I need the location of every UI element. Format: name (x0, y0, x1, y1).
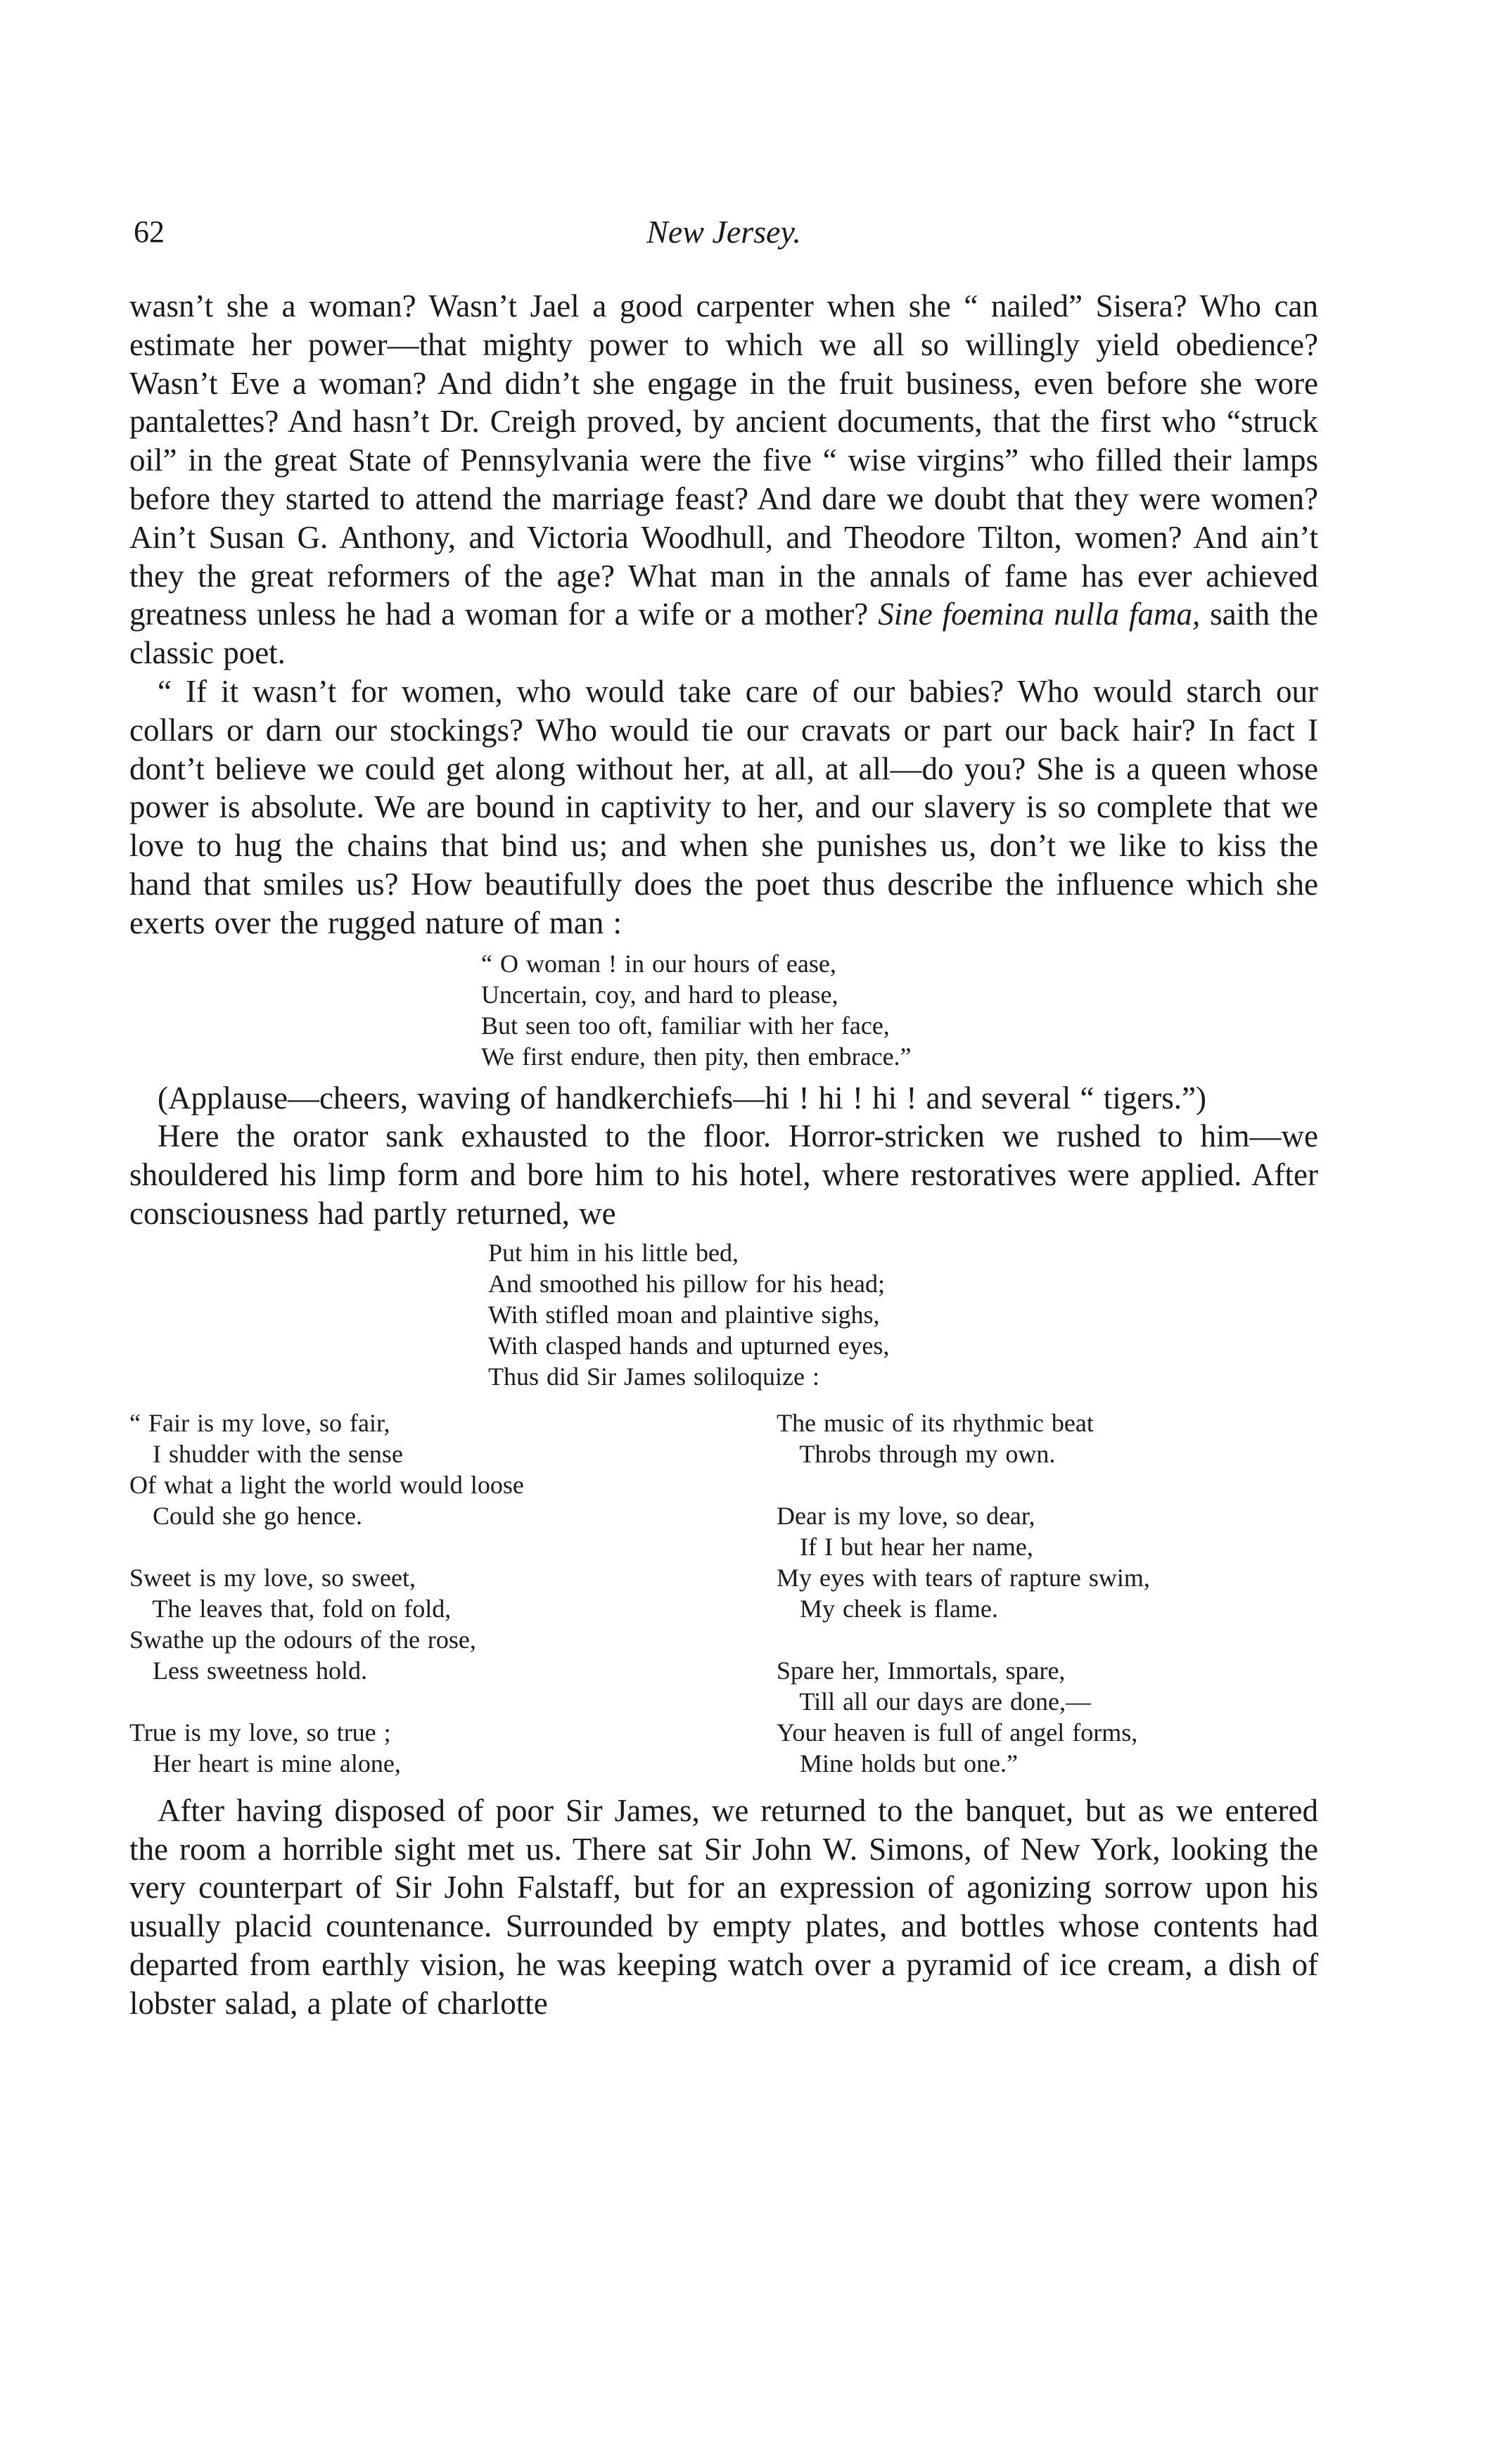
latin-quote: Sine foemina nulla fama, (878, 596, 1201, 632)
final-paragraph-wrap (129, 1792, 1318, 2023)
poem-line: Throbs through my own. (777, 1439, 1056, 1468)
poem-line: My cheek is flame. (777, 1594, 998, 1623)
verse-line: Uncertain, coy, and hard to please, (481, 980, 838, 1009)
verse-line: We first endure, then pity, then embrace.” (481, 1042, 912, 1071)
verse-line: “ O woman ! in our hours of ease, (481, 949, 836, 978)
poem-line: The leaves that, fold on fold, (129, 1594, 452, 1623)
stanza (129, 1562, 734, 1686)
poem-line: Her heart is mine alone, (129, 1749, 401, 1777)
verse-quote (129, 1237, 1318, 1392)
running-title: New Jersey. (646, 214, 801, 250)
poem-line: Swathe up the odours of the rose, (129, 1625, 476, 1654)
poem-line: True is my love, so true ; (129, 1718, 391, 1747)
paragraph-text: wasn’t she a woman? Wasn’t Jael a good carpenter when she “ nailed” Sisera? Who can estimate her power—that mighty power to which we all so willingly yield obedience? Wasn’t Eve a woman? And didn’t she engage in the fruit business, even before she wore pantalettes? And hasn’t Dr. Creigh proved, by ancient documents, that the first who “struck oil” in the great State of Pennsylvania were the five “ wise virgins” who filled their lamps before they started to attend the marriage feast? And dare we doubt that they were women? Ain’t Susan G. Anthony, and Victoria Woodhull, and Theodore Tilton, women? And ain’t they the great reformers of the age? What man in the annals of fame has ever achieved greatness unless he had a woman for a wife or a mother? (129, 288, 1318, 632)
stanza (777, 1655, 1311, 1779)
verse-line: With stifled moan and plaintive sighs, (488, 1300, 880, 1329)
poem-line: Less sweetness hold. (129, 1656, 367, 1685)
paragraph: After having disposed of poor Sir James, we returned to the banquet, but as we entered the room a horrible sight met us. There sat Sir John W. Simons, of New York, looking the very counterpart of Sir John Falstaff, but for an expression of agonizing sorrow upon his usually placid countenance. Surrounded by empty plates, and bottles whose contents had departed from earthly vision, he was keeping watch over a pyramid of ice cream, a dish of lobster salad, a plate of charlotte (129, 1792, 1318, 2021)
verse-quote (129, 948, 1318, 1072)
stanza (777, 1407, 1311, 1469)
book-page (129, 211, 1318, 2023)
poem-line: My eyes with tears of rapture swim, (777, 1563, 1150, 1592)
poem-line: Dear is my love, so dear, (777, 1501, 1035, 1530)
poem-column-right (777, 1407, 1318, 1779)
page-number: 62 (134, 215, 165, 249)
paragraph: “ If it wasn’t for women, who would take care of our babies? Who would starch our collars or darn our stockings? Who would tie our cravats or part our back hair? In fact I dont’t believe we could get along without her, at all, at all—do you? She is a queen whose power is absolute. We are bound in captivity to her, and our slavery is so complete that we love to hug the chains that bind us; and when she punishes us, don’t we like to kiss the hand that smiles us? How beautifully does the poet thus describe the influence which she exerts over the rugged nature of man : (129, 673, 1318, 940)
poem-line: I shudder with the sense (129, 1439, 403, 1468)
verse-line: But seen too oft, familiar with her face, (481, 1011, 890, 1040)
paragraph: (Applause—cheers, waving of handkerchiefs—hi ! hi ! hi ! and several “ tigers.”) (158, 1080, 1206, 1116)
body-text (129, 287, 1318, 2023)
poem-line: Spare her, Immortals, spare, (777, 1656, 1066, 1685)
verse-line: Thus did Sir James soliloquize : (488, 1362, 819, 1391)
poem-line: “ Fair is my love, so fair, (129, 1408, 390, 1437)
verse-line: And smoothed his pillow for his head; (488, 1269, 885, 1298)
poem-line: Mine holds but one.” (777, 1749, 1018, 1777)
page-header (129, 211, 1318, 253)
paragraph: Here the orator sank exhausted to the floor. Horror-stricken we rushed to him—we shouldered his limp form and bore him to his hotel, where restoratives were applied. After consciousness had partly returned, we (129, 1118, 1318, 1231)
poem (129, 1407, 1318, 1779)
paragraph (129, 287, 1318, 672)
stanza (777, 1500, 1311, 1624)
verse-line: With clasped hands and upturned eyes, (488, 1331, 890, 1360)
poem-line: Could she go hence. (129, 1501, 362, 1530)
poem-line: Of what a light the world would loose (129, 1470, 524, 1499)
poem-column-left (129, 1407, 734, 1779)
poem-line: The music of its rhythmic beat (777, 1408, 1094, 1437)
paragraph-text: saith the classic poet. (129, 596, 1319, 671)
poem-line: Your heaven is full of angel forms, (777, 1718, 1138, 1747)
stanza (129, 1407, 734, 1531)
poem-line: Till all our days are done,— (777, 1687, 1091, 1716)
verse-line: Put him in his little bed, (488, 1238, 739, 1267)
poem-line: If I but hear her name, (777, 1532, 1033, 1561)
poem-line: Sweet is my love, so sweet, (129, 1563, 416, 1592)
stanza (129, 1717, 734, 1779)
